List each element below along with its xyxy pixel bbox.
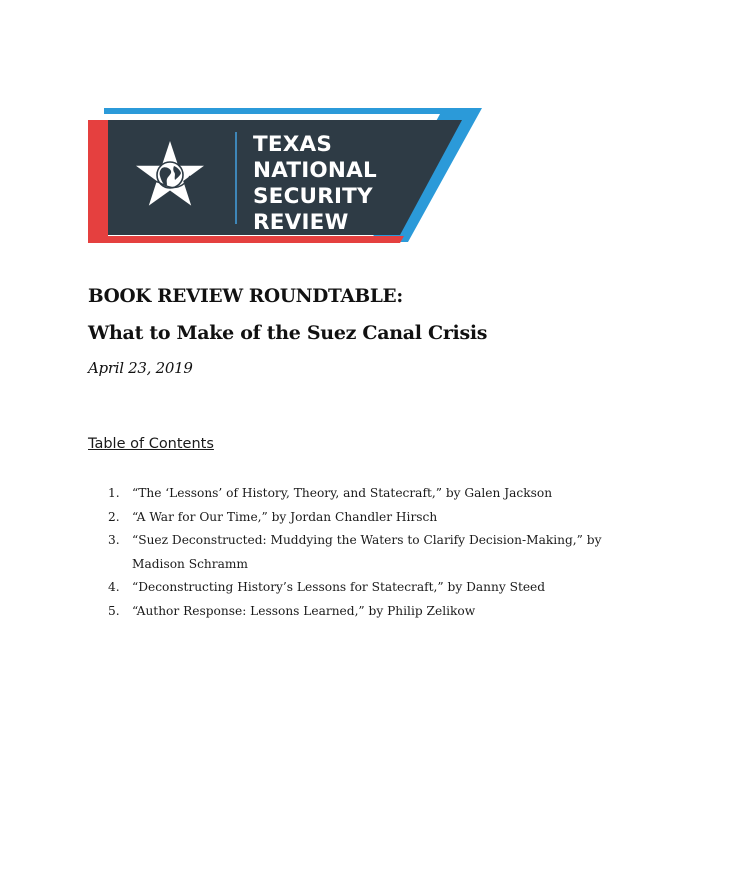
toc-item-number: 3. bbox=[108, 533, 120, 547]
toc-item-number: 4. bbox=[108, 580, 120, 594]
publication-date: April 23, 2019 bbox=[88, 359, 193, 377]
toc-item-number: 5. bbox=[108, 603, 120, 618]
toc-item bbox=[108, 576, 628, 600]
tnsr-logo bbox=[88, 108, 482, 246]
toc-item bbox=[108, 482, 628, 506]
logo-divider bbox=[235, 132, 237, 224]
toc-item-number: 1. bbox=[108, 486, 120, 500]
roundtable-heading: BOOK REVIEW ROUNDTABLE: bbox=[88, 286, 403, 307]
toc-item bbox=[108, 529, 628, 576]
toc-item-text: “Deconstructing History’s Lessons for Statecraft,” by Danny Steed bbox=[132, 580, 546, 594]
toc-item-number: 2. bbox=[108, 509, 120, 524]
toc-item-text: “Suez Deconstructed: Muddying the Waters to Clarify Decision-Making,” by Madison Schramm bbox=[132, 533, 602, 571]
toc-list bbox=[108, 482, 628, 623]
logo-wordmark bbox=[253, 132, 377, 236]
toc-item-text: “A War for Our Time,” by Jordan Chandler Hirsch bbox=[132, 509, 438, 524]
toc-item-text: “The ‘Lessons’ of History, Theory, and Statecraft,” by Galen Jackson bbox=[132, 486, 553, 500]
logo-line: REVIEW bbox=[253, 210, 349, 235]
logo-line: NATIONAL bbox=[253, 158, 377, 183]
toc-item bbox=[108, 600, 628, 624]
logo-line: SECURITY bbox=[253, 184, 373, 209]
page-title: What to Make of the Suez Canal Crisis bbox=[88, 322, 488, 344]
toc-item-text: “Author Response: Lessons Learned,” by Philip Zelikow bbox=[132, 603, 476, 618]
logo-line: TEXAS bbox=[253, 132, 333, 157]
toc-title: Table of Contents bbox=[88, 436, 214, 452]
toc-item bbox=[108, 506, 628, 530]
